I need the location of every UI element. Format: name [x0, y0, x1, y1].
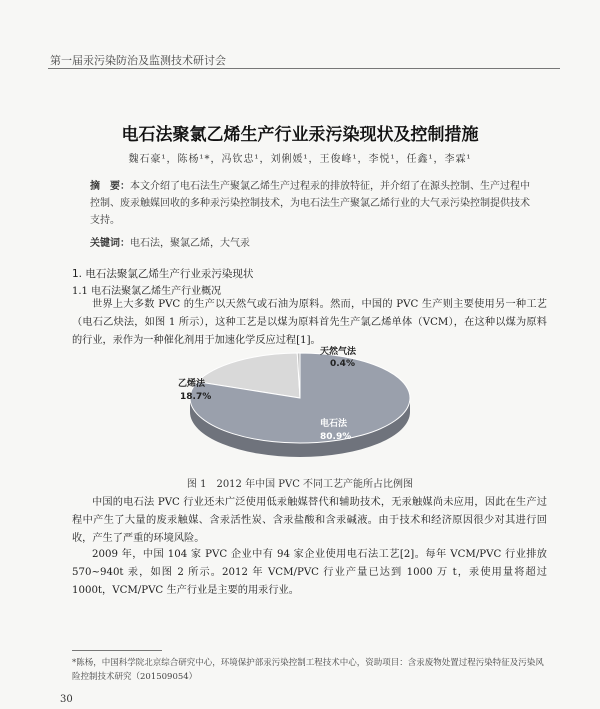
abstract-label: 摘 要：	[90, 181, 130, 192]
keywords	[90, 234, 530, 249]
paragraph-3: 2009 年，中国 104 家 PVC 企业中有 94 家企业使用电石法工艺[2]。每年 VCM/PVC 行业排放 570~940t 汞，如图 2 所示。2012 年 VCM/PVC 行业产量已达到 1000 万 t，汞使用量将超过 1000t，VCM/PVC 生产行业是主要的用汞行业。	[72, 549, 547, 596]
article-title: 电石法聚氯乙烯生产行业汞污染现状及控制措施	[121, 125, 479, 145]
section-heading-1-1: 1.1 电石法聚氯乙烯生产行业概况	[72, 286, 222, 297]
abstract	[90, 178, 530, 229]
page-number: 30	[60, 694, 73, 705]
label-carbide-name: 电石法	[320, 419, 348, 429]
label-ethylene-value: 18.7%	[180, 392, 212, 402]
label-natural-gas-value: 0.4%	[330, 359, 355, 369]
paragraph-2: 中国的电石法 PVC 行业还未广泛使用低汞触媒替代和辅助技术，无汞触媒尚未应用，因此在生产过程中产生了大量的废汞触媒、含汞活性炭、含汞盐酸和含汞碱液。由于技术和经济原因很少对其进行回收，产生了严重的环境风险。	[72, 497, 547, 544]
keywords-label: 关键词：	[90, 238, 130, 249]
paragraph-1: 世界上大多数 PVC 的生产以天然气或石油为原料。然而，中国的 PVC 生产则主要使用另一种工艺（电石乙炔法，如图 1 所示），这种工艺是以煤为原料首先生产氯乙烯单体（VCM），在这种以煤为原料的行业，汞作为一种催化剂用于加速化学反应过程[1]。	[72, 299, 547, 346]
footnote: *陈杨，中国科学院北京综合研究中心，环境保护部汞污染控制工程技术中心，资助项目：含汞废物处置过程污染特征及污染风险控制技术研究（201509054）	[72, 658, 544, 682]
keywords-text: 电石法，聚氯乙烯，大气汞	[130, 238, 250, 249]
label-carbide-value: 80.9%	[320, 432, 352, 442]
pie-chart	[150, 336, 450, 466]
footnote-rule	[72, 650, 162, 651]
running-header: 第一届汞污染防治及监测技术研讨会	[50, 54, 226, 67]
figure-caption: 图 1 2012 年中国 PVC 不同工艺产能所占比例图	[186, 479, 414, 490]
label-natural-gas-name: 天然气法	[320, 347, 357, 357]
section-heading-1: 1. 电石法聚氯乙烯生产行业汞污染现状	[72, 268, 254, 280]
author-list: 魏石豪¹，陈杨¹*，冯钦忠¹，刘俐媛¹，王俊峰¹，李悦¹，任鑫¹，李霖¹	[128, 154, 472, 165]
header-rule	[48, 68, 560, 69]
abstract-text: 本文介绍了电石法生产聚氯乙烯生产过程汞的排放特征，并介绍了在源头控制、生产过程中控制、废汞触媒回收的多种汞污染控制技术，为电石法生产聚氯乙烯行业的大气汞污染控制提供技术支持。	[90, 181, 530, 226]
label-ethylene-name: 乙烯法	[178, 379, 206, 389]
